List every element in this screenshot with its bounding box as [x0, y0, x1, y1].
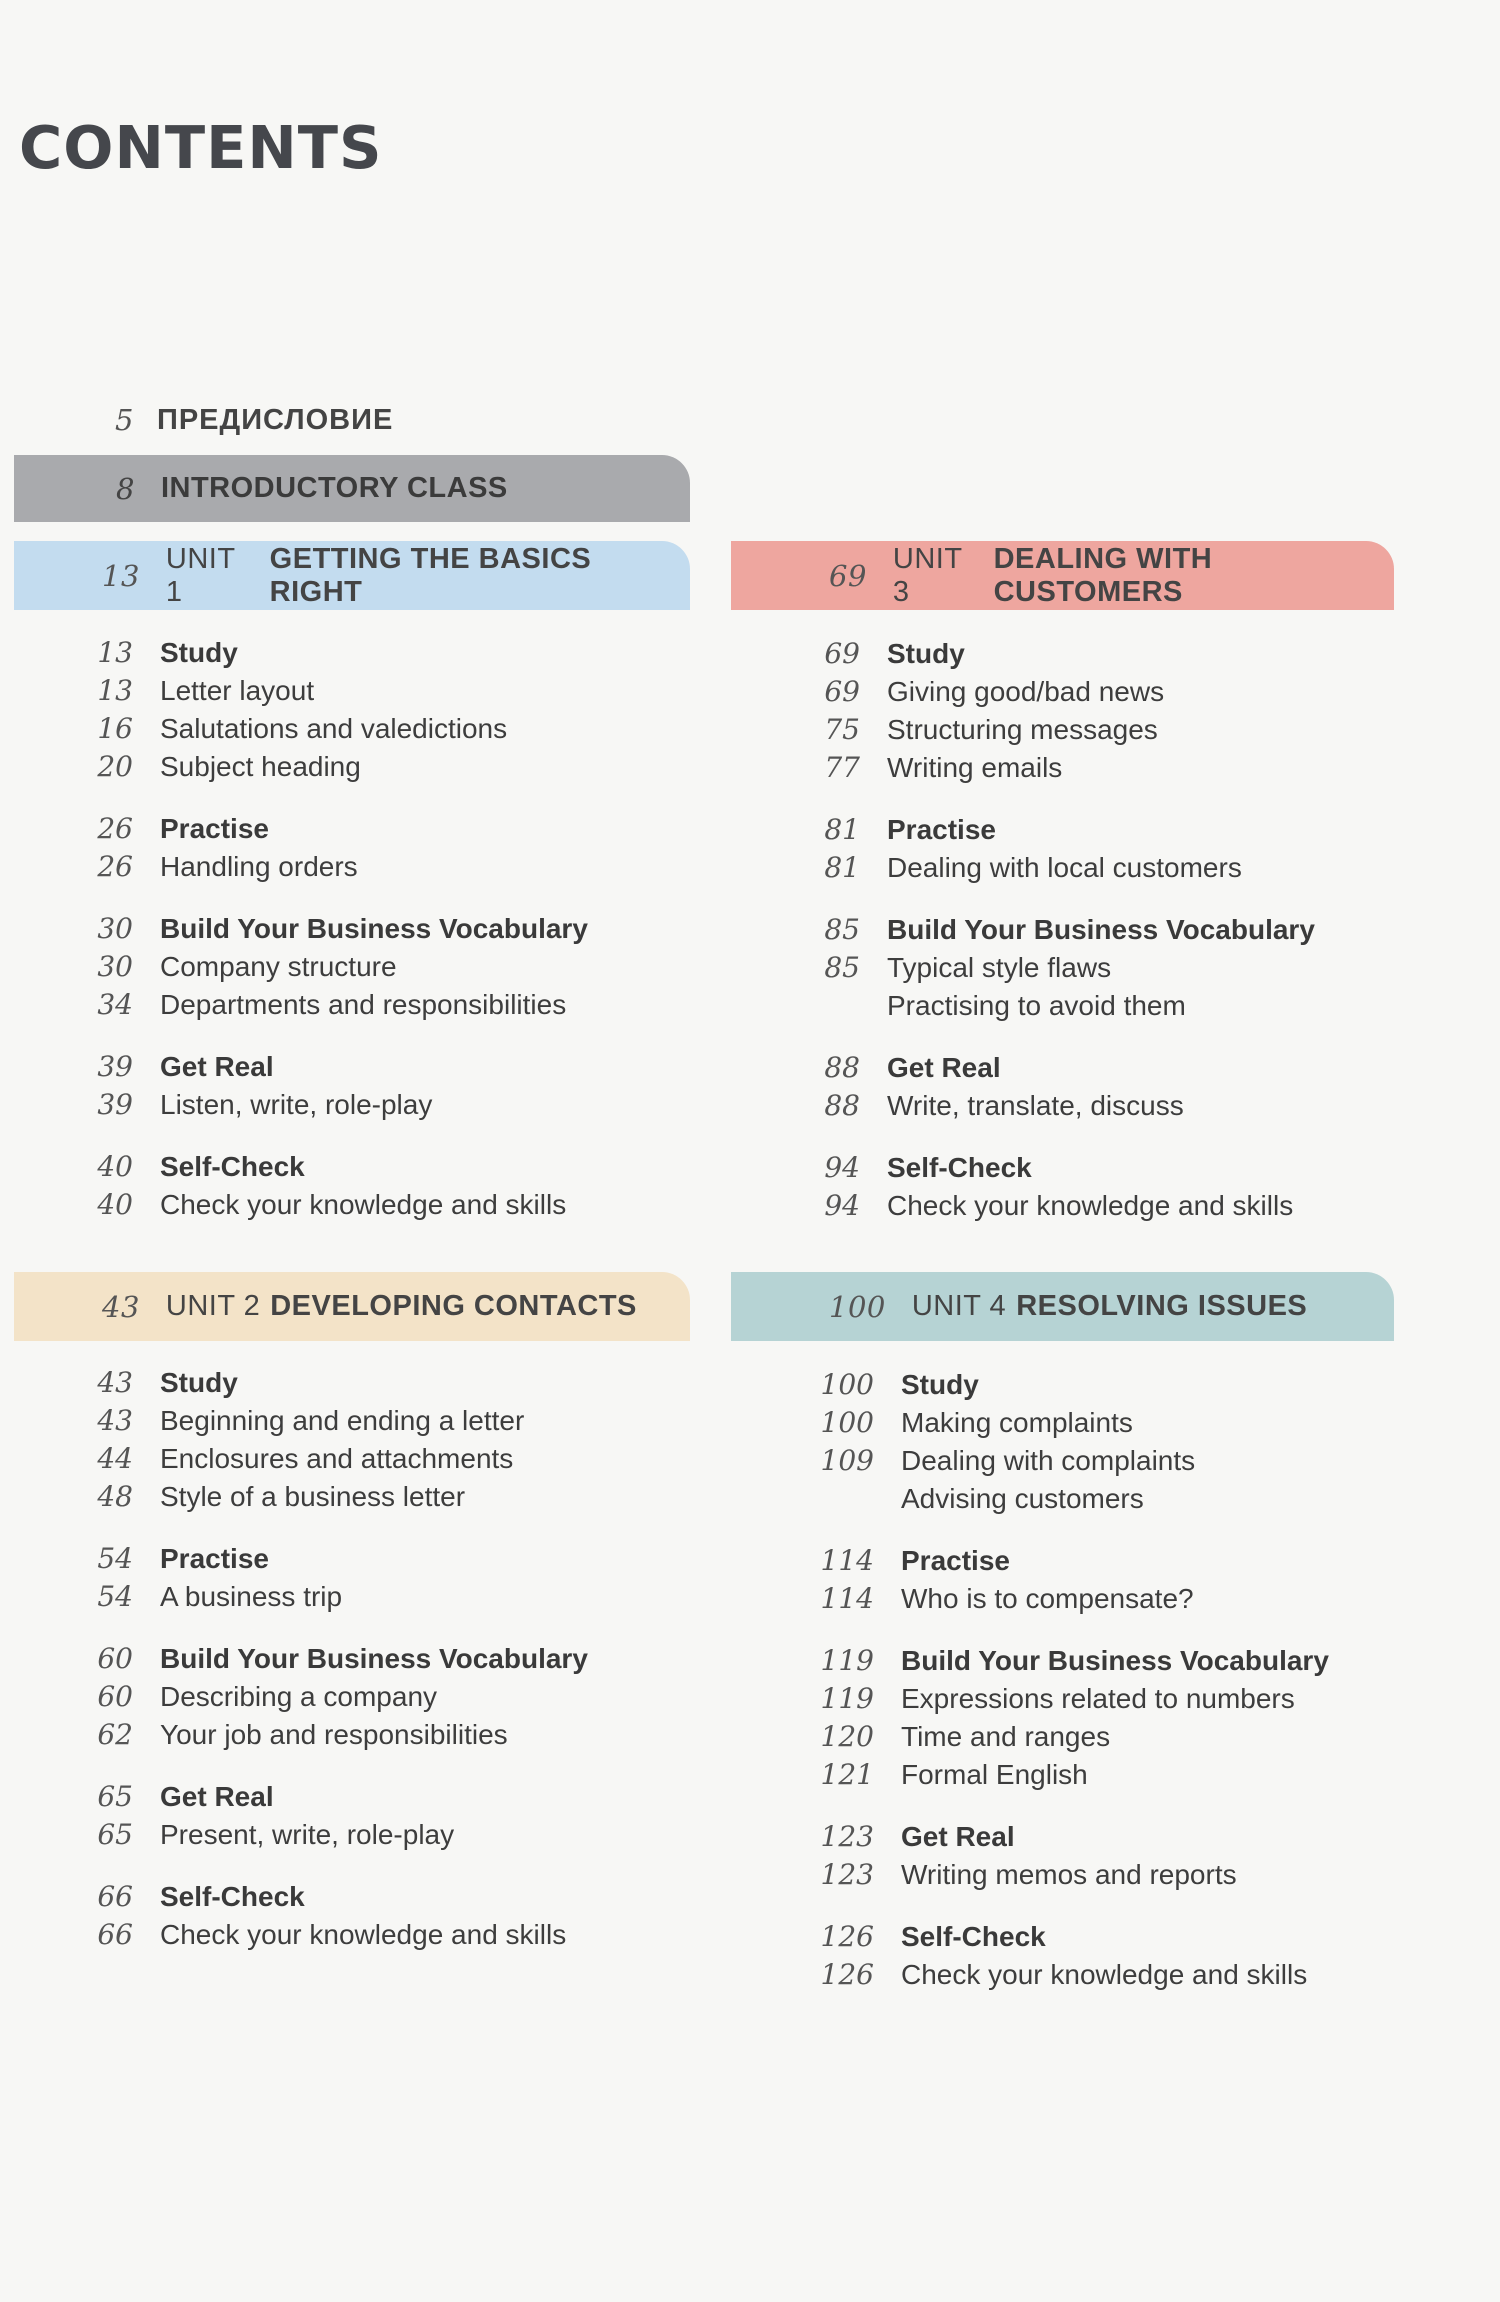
unit-4-entries: [810, 1366, 1329, 2018]
page-number: 30: [97, 950, 133, 983]
page-number: 26: [97, 812, 133, 845]
section-heading[interactable]: [810, 1918, 1329, 1956]
entry-title: Expressions related to numbers: [901, 1683, 1295, 1714]
section-title: Practise: [887, 814, 996, 845]
section-group: [810, 1642, 1329, 1794]
section-group: [796, 635, 1315, 787]
section-group: [796, 911, 1315, 1025]
page-number: 75: [824, 713, 860, 746]
page-number: 66: [97, 1918, 133, 1951]
toc-entry[interactable]: [810, 1756, 1329, 1794]
toc-entry[interactable]: [796, 849, 1315, 887]
section-group: [810, 1366, 1329, 1518]
page-number: 81: [824, 851, 860, 884]
entry-title: Time and ranges: [901, 1721, 1111, 1752]
section-title: Study: [887, 638, 965, 669]
toc-entry[interactable]: [69, 1086, 588, 1124]
page-number: [810, 1480, 874, 1518]
section-heading[interactable]: [796, 811, 1315, 849]
toc-entry[interactable]: [69, 1716, 588, 1754]
toc-entry[interactable]: [796, 1187, 1315, 1225]
page-number: 60: [97, 1680, 133, 1713]
section-group: [69, 1148, 588, 1224]
entry-title: Giving good/bad news: [887, 676, 1165, 707]
toc-entry[interactable]: [810, 1856, 1329, 1894]
page-number: 69: [824, 637, 860, 670]
section-title: Get Real: [901, 1821, 1015, 1852]
unit-4-band[interactable]: [731, 1272, 1394, 1341]
page-number: 16: [97, 712, 133, 745]
section-title: Self-Check: [887, 1152, 1032, 1183]
section-group: [810, 1818, 1329, 1894]
section-title: Build Your Business Vocabulary: [887, 914, 1315, 945]
section-heading[interactable]: [69, 1048, 588, 1086]
page-number: 94: [824, 1189, 860, 1222]
page-number: 13: [102, 558, 140, 593]
entry-title: Check your knowledge and skills: [901, 1959, 1308, 1990]
page-number: 40: [97, 1188, 133, 1221]
section-title: Practise: [160, 1543, 269, 1574]
entry-title: Writing memos and reports: [901, 1859, 1237, 1890]
page-number: 126: [820, 1958, 874, 1991]
entry-title: Handling orders: [160, 851, 358, 882]
entry-title: A business trip: [160, 1581, 343, 1612]
toc-entry[interactable]: [796, 987, 1315, 1025]
toc-entry[interactable]: [69, 948, 588, 986]
unit-title: GETTING THE BASICS RIGHT: [269, 542, 592, 608]
toc-entry[interactable]: [69, 986, 588, 1024]
section-title: Self-Check: [160, 1151, 305, 1182]
page-number: 34: [97, 988, 133, 1021]
toc-entry[interactable]: [69, 1186, 588, 1224]
section-title: Build Your Business Vocabulary: [160, 913, 588, 944]
unit-2-entries: [69, 1364, 588, 1978]
toc-entry[interactable]: [796, 1087, 1315, 1125]
toc-entry[interactable]: [69, 1478, 588, 1516]
section-heading[interactable]: [69, 1540, 588, 1578]
section-heading[interactable]: [796, 1049, 1315, 1087]
section-heading[interactable]: [69, 810, 588, 848]
page-number: 69: [829, 558, 867, 593]
page-number: 26: [97, 850, 133, 883]
page-number: 120: [820, 1720, 874, 1753]
entry-title: Check your knowledge and skills: [160, 1919, 567, 1950]
entry-title: Formal English: [901, 1759, 1088, 1790]
page-number: 48: [97, 1480, 133, 1513]
page-number: 43: [102, 1289, 140, 1324]
unit-2-band[interactable]: [14, 1272, 690, 1341]
page-number: 13: [97, 674, 133, 707]
page-number: [796, 987, 860, 1025]
entry-title: Beginning and ending a letter: [160, 1405, 525, 1436]
section-group: [69, 1540, 588, 1616]
page-number: 60: [97, 1642, 133, 1675]
unit-label: UNIT 4: [911, 1290, 1007, 1322]
unit-1-entries: [69, 634, 588, 1248]
section-group: [810, 1542, 1329, 1618]
toc-entry[interactable]: [796, 749, 1315, 787]
section-heading[interactable]: [810, 1542, 1329, 1580]
section-title: Build Your Business Vocabulary: [901, 1645, 1329, 1676]
unit-label: UNIT 2: [165, 1290, 261, 1322]
toc-entry[interactable]: [810, 1680, 1329, 1718]
toc-entry[interactable]: [810, 1718, 1329, 1756]
section-title: Practise: [901, 1545, 1010, 1576]
section-heading[interactable]: [796, 635, 1315, 673]
entry-title: Listen, write, role-play: [160, 1089, 433, 1120]
section-heading[interactable]: [810, 1366, 1329, 1404]
section-heading[interactable]: [810, 1818, 1329, 1856]
page-number: 39: [97, 1050, 133, 1083]
toc-entry[interactable]: [810, 1956, 1329, 1994]
toc-entry[interactable]: [69, 1816, 588, 1854]
toc-entry[interactable]: [69, 1916, 588, 1954]
page-number: 66: [97, 1880, 133, 1913]
section-group: [69, 810, 588, 886]
page-number: 94: [824, 1151, 860, 1184]
page-number: 54: [97, 1580, 133, 1613]
page-number: 85: [824, 951, 860, 984]
section-title: Study: [160, 1367, 238, 1398]
entry-title: Present, write, role-play: [160, 1819, 455, 1850]
toc-entry[interactable]: [69, 1678, 588, 1716]
page-number: 8: [116, 471, 135, 506]
page-number: 100: [820, 1368, 874, 1401]
toc-entry[interactable]: [796, 711, 1315, 749]
entry-title: Company structure: [160, 951, 397, 982]
entry-title: Describing a company: [160, 1681, 438, 1712]
entry-title: Writing emails: [887, 752, 1063, 783]
entry-title: Check your knowledge and skills: [160, 1189, 567, 1220]
section-heading[interactable]: [69, 634, 588, 672]
page-number: 65: [97, 1818, 133, 1851]
unit-label: UNIT 3: [892, 542, 963, 608]
page-number: 44: [97, 1442, 133, 1475]
section-heading[interactable]: [69, 1148, 588, 1186]
toc-entry-preface[interactable]: [115, 400, 393, 440]
section-group: [69, 1048, 588, 1124]
entry-title: Subject heading: [160, 751, 361, 782]
page-number: 114: [820, 1582, 874, 1615]
page-number: 43: [97, 1366, 133, 1399]
page-number: 123: [820, 1820, 874, 1853]
toc-entry[interactable]: [810, 1442, 1329, 1480]
section-heading[interactable]: [69, 1878, 588, 1916]
toc-entry[interactable]: [69, 1402, 588, 1440]
section-title: Self-Check: [160, 1881, 305, 1912]
page-number: 109: [820, 1444, 874, 1477]
entry-title: Write, translate, discuss: [887, 1090, 1184, 1121]
section-group: [796, 1049, 1315, 1125]
page-number: 40: [97, 1150, 133, 1183]
page-number: 39: [97, 1088, 133, 1121]
unit-title: RESOLVING ISSUES: [1016, 1290, 1308, 1322]
page-number: 100: [829, 1289, 886, 1324]
page-number: 81: [824, 813, 860, 846]
entry-title: Letter layout: [160, 675, 315, 706]
page-number: 62: [97, 1718, 133, 1751]
entry-title: Who is to compensate?: [901, 1583, 1194, 1614]
section-heading[interactable]: [69, 1640, 588, 1678]
toc-entry[interactable]: [810, 1404, 1329, 1442]
page-number: 119: [820, 1682, 874, 1715]
page-number: 88: [824, 1089, 860, 1122]
entry-title: Structuring messages: [887, 714, 1158, 745]
section-group: [69, 1878, 588, 1954]
page-number: 121: [820, 1758, 874, 1791]
entry-title: Typical style flaws: [887, 952, 1112, 983]
toc-entry[interactable]: [796, 949, 1315, 987]
page-number: 85: [824, 913, 860, 946]
section-group: [796, 811, 1315, 887]
unit-1-band[interactable]: [14, 541, 690, 610]
entry-title: Advising customers: [901, 1483, 1144, 1514]
section-title: Study: [901, 1369, 979, 1400]
unit-title: DEVELOPING CONTACTS: [270, 1290, 637, 1322]
page-number: 114: [820, 1544, 874, 1577]
section-group: [69, 634, 588, 786]
section-heading[interactable]: [810, 1642, 1329, 1680]
section-group: [810, 1918, 1329, 1994]
page-number: 88: [824, 1051, 860, 1084]
toc-entry[interactable]: [69, 710, 588, 748]
page-number: 30: [97, 912, 133, 945]
page-number: 69: [824, 675, 860, 708]
section-title: Self-Check: [901, 1921, 1046, 1952]
section-group: [69, 1778, 588, 1854]
page-number: 77: [824, 751, 860, 784]
section-title: Build Your Business Vocabulary: [160, 1643, 588, 1674]
intro-label: INTRODUCTORY CLASS: [160, 472, 508, 504]
unit-3-entries: [796, 635, 1315, 1249]
section-title: Get Real: [887, 1052, 1001, 1083]
page-number: 119: [820, 1644, 874, 1677]
section-heading[interactable]: [69, 1364, 588, 1402]
toc-entry[interactable]: [810, 1480, 1329, 1518]
section-group: [796, 1149, 1315, 1225]
intro-band[interactable]: [14, 455, 690, 522]
page-number: 20: [97, 750, 133, 783]
section-heading[interactable]: [796, 911, 1315, 949]
entry-title: Practising to avoid them: [887, 990, 1186, 1021]
entry-title: Style of a business letter: [160, 1481, 466, 1512]
toc-entry[interactable]: [69, 1440, 588, 1478]
section-group: [69, 1640, 588, 1754]
toc-entry[interactable]: [69, 848, 588, 886]
entry-title: Your job and responsibilities: [160, 1719, 508, 1750]
section-title: Get Real: [160, 1051, 274, 1082]
page-number: 65: [97, 1780, 133, 1813]
page-number: 126: [820, 1920, 874, 1953]
section-heading[interactable]: [796, 1149, 1315, 1187]
page-number: 123: [820, 1858, 874, 1891]
entry-title: Check your knowledge and skills: [887, 1190, 1294, 1221]
section-heading[interactable]: [69, 1778, 588, 1816]
preface-label: ПРЕДИСЛОВИЕ: [157, 404, 394, 436]
section-title: Practise: [160, 813, 269, 844]
entry-title: Dealing with local customers: [887, 852, 1242, 883]
entry-title: Making complaints: [901, 1407, 1133, 1438]
section-title: Get Real: [160, 1781, 274, 1812]
page-number: 43: [97, 1404, 133, 1437]
toc-entry[interactable]: [69, 748, 588, 786]
unit-3-band[interactable]: [731, 541, 1394, 610]
toc-entry[interactable]: [69, 672, 588, 710]
section-title: Study: [160, 637, 238, 668]
toc-entry[interactable]: [69, 1578, 588, 1616]
page-number: 100: [820, 1406, 874, 1439]
page-title: CONTENTS: [19, 113, 383, 182]
page-number: 54: [97, 1542, 133, 1575]
toc-entry[interactable]: [810, 1580, 1329, 1618]
entry-title: Departments and responsibilities: [160, 989, 567, 1020]
entry-title: Enclosures and attachments: [160, 1443, 514, 1474]
entry-title: Salutations and valedictions: [160, 713, 508, 744]
page-number: 13: [97, 636, 133, 669]
section-group: [69, 910, 588, 1024]
section-group: [69, 1364, 588, 1516]
toc-entry[interactable]: [796, 673, 1315, 711]
section-heading[interactable]: [69, 910, 588, 948]
unit-label: UNIT 1: [165, 542, 236, 608]
unit-title: DEALING WITH CUSTOMERS: [993, 542, 1213, 608]
page-number: 5: [115, 403, 134, 437]
entry-title: Dealing with complaints: [901, 1445, 1196, 1476]
